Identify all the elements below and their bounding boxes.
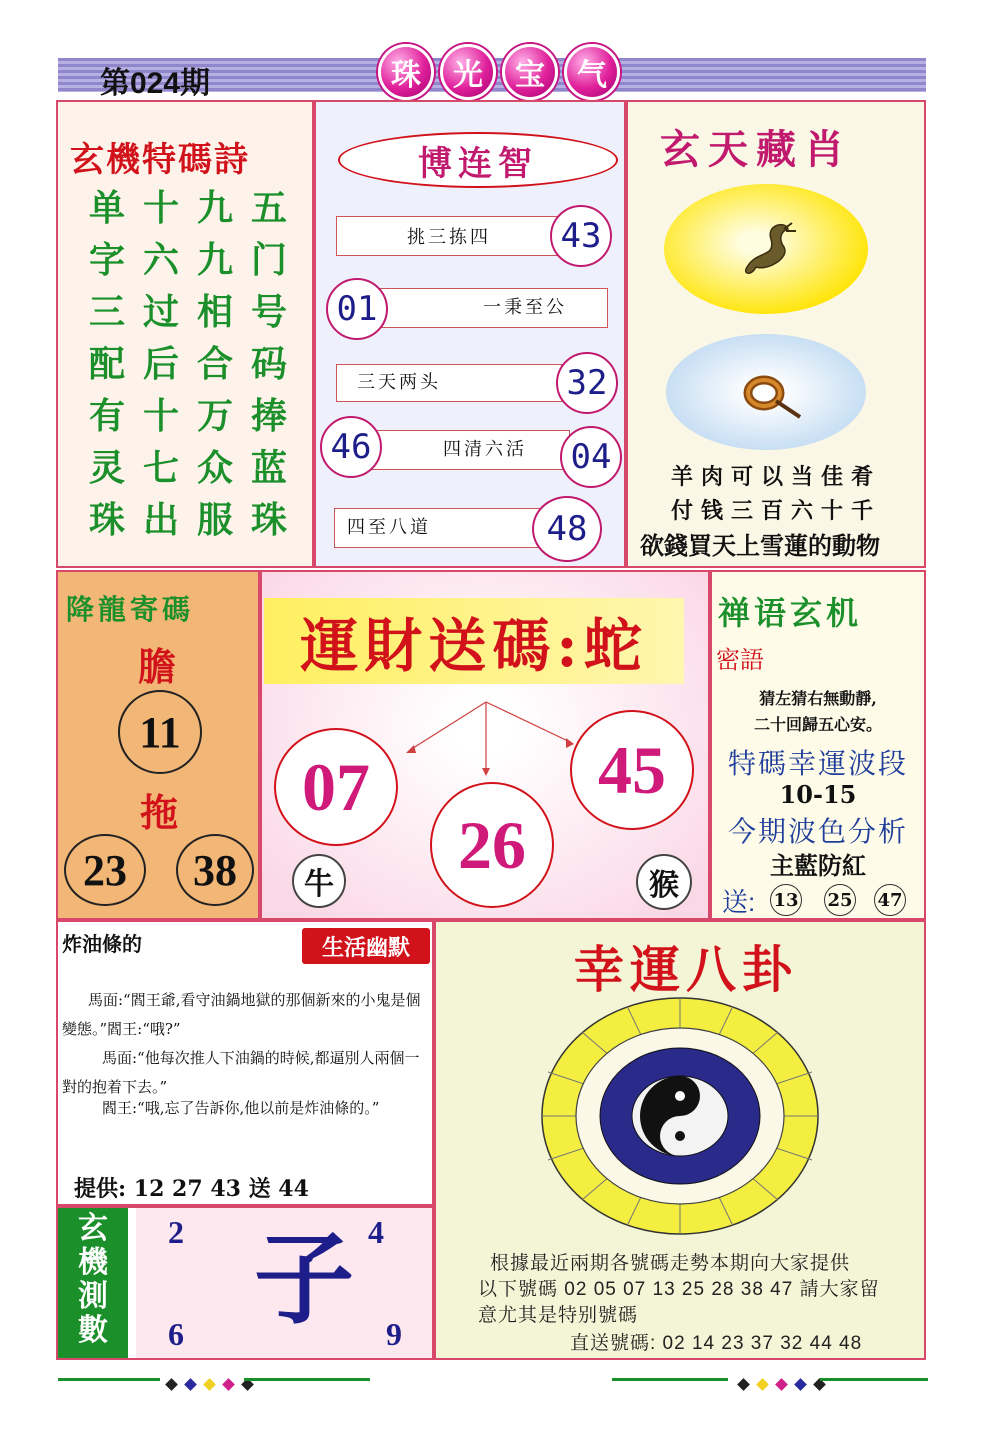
jianglong-tuo-number: 38 (176, 834, 254, 906)
bolian-number: 01 (326, 278, 388, 340)
poem-grid (80, 186, 296, 542)
poem-char: 过 (142, 291, 179, 333)
poem-char: 捧 (250, 395, 287, 437)
bolian-number: 32 (556, 352, 618, 414)
poem-char: 出 (142, 499, 179, 541)
dragon-image (664, 184, 868, 314)
poem-char: 五 (250, 187, 287, 229)
chanyu-color-value: 主藍防紅 (770, 851, 866, 880)
chanyu-wave-range: 10-15 (779, 780, 857, 809)
bolian-number: 43 (550, 205, 612, 267)
poem-char: 配 (88, 343, 125, 385)
footer-dots-right (734, 1374, 829, 1393)
bolian-label: 挑三拣四 (336, 216, 562, 256)
xuantian-line-2: 付钱三百六十千 (670, 498, 881, 524)
poem-char: 门 (250, 239, 287, 281)
title-bubble-2: 光 (440, 44, 496, 100)
poem-char: 十 (142, 187, 179, 229)
celiang-side-char: 數 (78, 1313, 108, 1348)
celiang-zodiac-char: 子 (254, 1220, 354, 1338)
footer-rule-right (612, 1378, 728, 1381)
title-bubble-3: 宝 (502, 44, 558, 100)
chanyu-song-label: 送: (722, 887, 756, 917)
bagua-text-1: 根據最近兩期各號碼走勢本期向大家提供 (490, 1253, 851, 1274)
yuncai-number: 26 (430, 782, 554, 908)
celiang-number: 4 (368, 1214, 384, 1250)
yuncai-banner-text: 運財送碼:蛇 (300, 612, 648, 680)
chanyu-wave-label: 特碼幸運波段 (727, 748, 908, 779)
arrows-icon (400, 698, 580, 778)
poem-char: 字 (88, 239, 125, 281)
celiang-side-char: 機 (78, 1245, 108, 1280)
footer-dots-left (162, 1374, 257, 1393)
poem-char: 码 (250, 343, 287, 385)
joke-title: 炸油條的 (62, 932, 142, 956)
footer-rule-left-2 (244, 1378, 370, 1381)
poem-char: 灵 (88, 447, 125, 489)
poem-char: 三 (88, 291, 125, 333)
bolian-number: 46 (320, 416, 382, 478)
poem-char: 珠 (88, 499, 125, 541)
yuncai-banner (264, 598, 684, 684)
title-bubble-4: 气 (564, 44, 620, 100)
bolian-label: 四至八道 (334, 508, 544, 548)
xuantian-line-3: 欲錢買天上雪蓮的動物 (640, 531, 880, 560)
celiang-side-char: 玄 (78, 1211, 108, 1246)
poem-char: 珠 (250, 499, 287, 541)
zodiac-ox: 牛 (292, 854, 346, 908)
joke-badge: 生活幽默 (302, 928, 430, 964)
bagua-text-2: 以下號碼 02 05 07 13 25 28 38 47 請大家留 (478, 1279, 880, 1300)
bolian-label: 四清六活 (370, 430, 570, 470)
poem-title: 玄機特碼詩 (70, 140, 250, 180)
bagua-text-3: 意尤其是特别號碼 (478, 1305, 639, 1326)
chanyu-song-number: 13 (770, 884, 802, 916)
bagua-title: 幸運八卦 (574, 942, 798, 998)
jianglong-tuo: 拖 (140, 790, 179, 835)
poem-char: 九 (196, 187, 233, 229)
footer-rule-left (58, 1378, 160, 1381)
poem-char: 六 (142, 239, 179, 281)
jianglong-title: 降龍寄碼 (66, 594, 195, 625)
poem-char: 蓝 (250, 447, 287, 489)
joke-provide: 提供: 12 27 43 送 44 (74, 1176, 309, 1202)
poem-char: 十 (142, 395, 179, 437)
yuncai-number: 07 (274, 728, 398, 846)
xuantian-title: 玄天藏肖 (660, 126, 852, 173)
yuncai-number: 45 (570, 710, 694, 830)
celiang-side (58, 1208, 128, 1358)
jianglong-dan-number: 11 (118, 690, 202, 774)
xuantian-line-1: 羊肉可以当佳肴 (670, 464, 881, 490)
bagua-direct: 直送號碼: 02 14 23 37 32 44 48 (570, 1333, 863, 1354)
title-bubble-1: 珠 (378, 44, 434, 100)
poem-char: 号 (250, 291, 287, 333)
joke-paragraph: 馬面:“閻王爺,看守油鍋地獄的那個新來的小鬼是個變態。”閻王:“哦?” (62, 991, 421, 1038)
jianglong-tuo-number: 23 (64, 834, 146, 906)
poem-char: 服 (196, 499, 233, 541)
bolian-label: 一秉至公 (374, 288, 608, 328)
poem-char: 众 (196, 447, 233, 489)
poem-char: 九 (196, 239, 233, 281)
celiang-number: 9 (386, 1316, 402, 1352)
snake-image (666, 334, 866, 450)
chanyu-riddle-1: 猜左猜右無動靜, (759, 689, 877, 708)
chanyu-song-number: 47 (874, 884, 906, 916)
jianglong-dan: 膽 (138, 644, 177, 689)
footer-rule-right-2 (820, 1378, 928, 1381)
poem-char: 万 (196, 395, 233, 437)
bolian-title: 博连智 (338, 132, 618, 188)
issue-number: 第024期 (100, 67, 211, 100)
poem-char: 七 (142, 447, 179, 489)
chanyu-color-label: 今期波色分析 (727, 816, 908, 847)
bolian-number: 04 (560, 426, 622, 488)
chanyu-song-number: 25 (824, 884, 856, 916)
chanyu-mi-label: 密語 (716, 647, 764, 674)
poem-char: 相 (196, 291, 233, 333)
celiang-number: 6 (168, 1316, 184, 1352)
poem-char: 有 (88, 395, 125, 437)
bolian-number: 48 (532, 496, 602, 562)
snake-icon (726, 357, 806, 427)
joke-paragraph: 馬面:“他每次推人下油鍋的時候,都逼別人兩個一對的抱着下去。” (62, 1049, 420, 1096)
poem-char: 单 (88, 187, 125, 229)
poem-char: 合 (196, 343, 233, 385)
zodiac-monkey: 猴 (636, 854, 692, 910)
poem-char: 后 (142, 343, 179, 385)
chanyu-riddle-2: 二十回歸五心安。 (753, 715, 882, 734)
joke-paragraph: 閻王:“哦,忘了告訴你,他以前是炸油條的。” (102, 1099, 380, 1117)
chanyu-title: 禅语玄机 (718, 594, 863, 632)
celiang-side-char: 測 (78, 1279, 108, 1314)
bagua-wheel-icon (540, 996, 820, 1236)
celiang-number: 2 (168, 1214, 184, 1250)
bolian-label: 三天两头 (336, 364, 562, 402)
dragon-icon (726, 209, 806, 289)
